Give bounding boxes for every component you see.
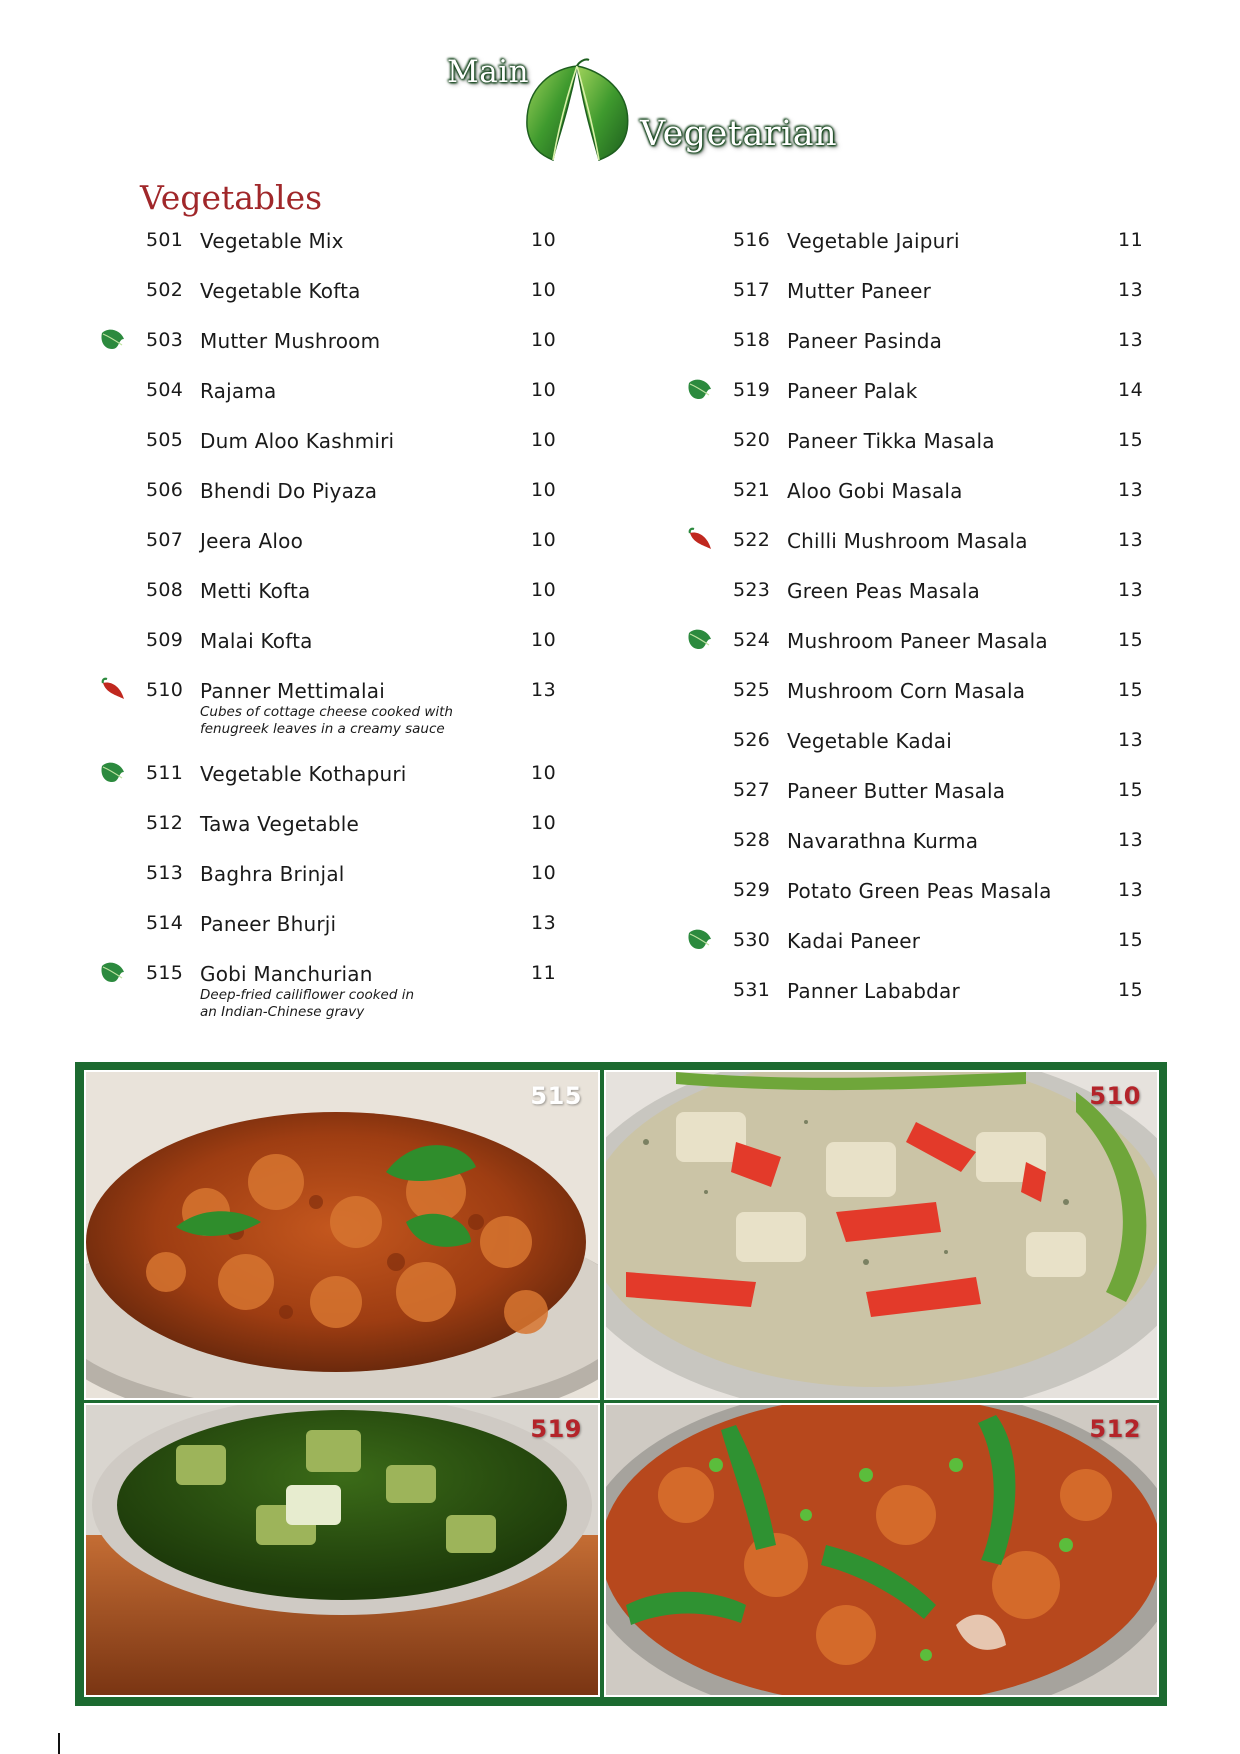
item-name: Vegetable Mix xyxy=(200,229,344,253)
item-price: 15 xyxy=(1118,779,1144,801)
item-name: Metti Kofta xyxy=(200,579,311,603)
item-number: 522 xyxy=(733,529,771,551)
item-price: 15 xyxy=(1118,929,1144,951)
item-name: Panner Mettimalai xyxy=(200,679,385,703)
item-price: 10 xyxy=(531,229,557,251)
item-name: Rajama xyxy=(200,379,277,403)
item-price: 11 xyxy=(531,962,557,984)
item-name: Kadai Paneer xyxy=(787,929,921,953)
betel-leaves-icon xyxy=(515,56,645,166)
item-description xyxy=(200,704,490,738)
item-number: 530 xyxy=(733,929,771,951)
item-price: 15 xyxy=(1118,629,1144,651)
description-line: Cubes of cottage cheese cooked with xyxy=(200,704,453,720)
item-price: 11 xyxy=(1118,229,1144,251)
photo-tag: 512 xyxy=(1089,1415,1141,1443)
item-price: 13 xyxy=(1118,529,1144,551)
photo-tawa-vegetable xyxy=(604,1403,1159,1697)
item-number: 516 xyxy=(733,229,771,251)
item-name: Navarathna Kurma xyxy=(787,829,979,853)
photo-tag: 510 xyxy=(1089,1082,1141,1110)
item-number: 525 xyxy=(733,679,771,701)
leaf-icon xyxy=(687,377,713,401)
item-name: Bhendi Do Piyaza xyxy=(200,479,378,503)
item-price: 10 xyxy=(531,379,557,401)
item-name: Gobi Manchurian xyxy=(200,962,373,986)
description-line: Deep-fried cailiflower cooked in xyxy=(200,987,415,1003)
item-price: 10 xyxy=(531,329,557,351)
item-number: 514 xyxy=(146,912,184,934)
paneer-palak-image xyxy=(86,1405,598,1695)
logo-word-vegetarian: Vegetarian xyxy=(640,114,838,154)
item-name: Vegetable Kothapuri xyxy=(200,762,407,786)
item-price: 13 xyxy=(1118,479,1144,501)
item-price: 10 xyxy=(531,812,557,834)
item-price: 13 xyxy=(1118,879,1144,901)
item-name: Green Peas Masala xyxy=(787,579,981,603)
item-name: Aloo Gobi Masala xyxy=(787,479,963,503)
item-name: Panner Lababdar xyxy=(787,979,960,1003)
gobi-manchurian-image xyxy=(86,1072,598,1398)
item-name: Vegetable Kadai xyxy=(787,729,952,753)
item-number: 527 xyxy=(733,779,771,801)
item-number: 531 xyxy=(733,979,771,1001)
item-price: 13 xyxy=(531,679,557,701)
item-price: 14 xyxy=(1118,379,1144,401)
item-price: 13 xyxy=(1118,829,1144,851)
item-price: 13 xyxy=(1118,729,1144,751)
leaf-icon xyxy=(687,927,713,951)
item-number: 506 xyxy=(146,479,184,501)
item-name: Mushroom Corn Masala xyxy=(787,679,1026,703)
section-title-vegetables: Vegetables xyxy=(140,178,323,217)
photo-tag: 515 xyxy=(530,1082,582,1110)
item-number: 512 xyxy=(146,812,184,834)
item-name: Chilli Mushroom Masala xyxy=(787,529,1028,553)
item-number: 517 xyxy=(733,279,771,301)
item-price: 13 xyxy=(1118,579,1144,601)
item-name: Jeera Aloo xyxy=(200,529,304,553)
item-name: Paneer Bhurji xyxy=(200,912,337,936)
item-number: 528 xyxy=(733,829,771,851)
leaf-icon xyxy=(100,327,126,351)
item-price: 10 xyxy=(531,529,557,551)
photo-panner-mettimalai xyxy=(604,1070,1159,1400)
item-number: 502 xyxy=(146,279,184,301)
item-name: Mutter Mushroom xyxy=(200,329,381,353)
item-price: 10 xyxy=(531,579,557,601)
item-price: 15 xyxy=(1118,679,1144,701)
item-price: 15 xyxy=(1118,979,1144,1001)
item-description xyxy=(200,987,490,1021)
item-price: 13 xyxy=(531,912,557,934)
item-name: Malai Kofta xyxy=(200,629,313,653)
item-price: 10 xyxy=(531,479,557,501)
chili-icon xyxy=(100,677,126,701)
item-number: 507 xyxy=(146,529,184,551)
leaf-icon xyxy=(100,960,126,984)
item-name: Mushroom Paneer Masala xyxy=(787,629,1048,653)
photo-tag: 519 xyxy=(530,1415,582,1443)
item-number: 519 xyxy=(733,379,771,401)
item-price: 10 xyxy=(531,862,557,884)
logo-word-main: Main xyxy=(447,54,530,90)
item-number: 508 xyxy=(146,579,184,601)
item-price: 10 xyxy=(531,762,557,784)
item-number: 504 xyxy=(146,379,184,401)
item-name: Paneer Palak xyxy=(787,379,918,403)
leaf-icon xyxy=(687,627,713,651)
food-photo-grid xyxy=(75,1062,1167,1706)
item-name: Potato Green Peas Masala xyxy=(787,879,1052,903)
item-name: Mutter Paneer xyxy=(787,279,932,303)
item-name: Paneer Pasinda xyxy=(787,329,943,353)
page-edge-mark xyxy=(58,1733,60,1754)
description-line: fenugreek leaves in a creamy sauce xyxy=(200,721,445,737)
item-price: 15 xyxy=(1118,429,1144,451)
item-price: 13 xyxy=(1118,279,1144,301)
item-number: 513 xyxy=(146,862,184,884)
item-name: Dum Aloo Kashmiri xyxy=(200,429,395,453)
item-name: Vegetable Kofta xyxy=(200,279,361,303)
photo-paneer-palak xyxy=(84,1403,600,1697)
item-number: 505 xyxy=(146,429,184,451)
item-number: 529 xyxy=(733,879,771,901)
item-number: 521 xyxy=(733,479,771,501)
item-price: 10 xyxy=(531,429,557,451)
item-number: 515 xyxy=(146,962,184,984)
item-number: 509 xyxy=(146,629,184,651)
item-number: 501 xyxy=(146,229,184,251)
item-price: 10 xyxy=(531,279,557,301)
item-number: 510 xyxy=(146,679,184,701)
main-vegetarian-logo xyxy=(440,48,840,178)
description-line: an Indian-Chinese gravy xyxy=(200,1004,365,1020)
panner-mettimalai-image xyxy=(606,1072,1157,1398)
item-number: 503 xyxy=(146,329,184,351)
tawa-vegetable-image xyxy=(606,1405,1157,1695)
item-name: Paneer Butter Masala xyxy=(787,779,1006,803)
item-name: Tawa Vegetable xyxy=(200,812,360,836)
item-number: 520 xyxy=(733,429,771,451)
item-number: 526 xyxy=(733,729,771,751)
item-name: Baghra Brinjal xyxy=(200,862,345,886)
item-price: 10 xyxy=(531,629,557,651)
photo-gobi-manchurian xyxy=(84,1070,600,1400)
leaf-icon xyxy=(100,760,126,784)
item-number: 523 xyxy=(733,579,771,601)
item-name: Vegetable Jaipuri xyxy=(787,229,960,253)
item-number: 518 xyxy=(733,329,771,351)
item-price: 13 xyxy=(1118,329,1144,351)
item-name: Paneer Tikka Masala xyxy=(787,429,995,453)
item-number: 524 xyxy=(733,629,771,651)
item-number: 511 xyxy=(146,762,184,784)
chili-icon xyxy=(687,527,713,551)
